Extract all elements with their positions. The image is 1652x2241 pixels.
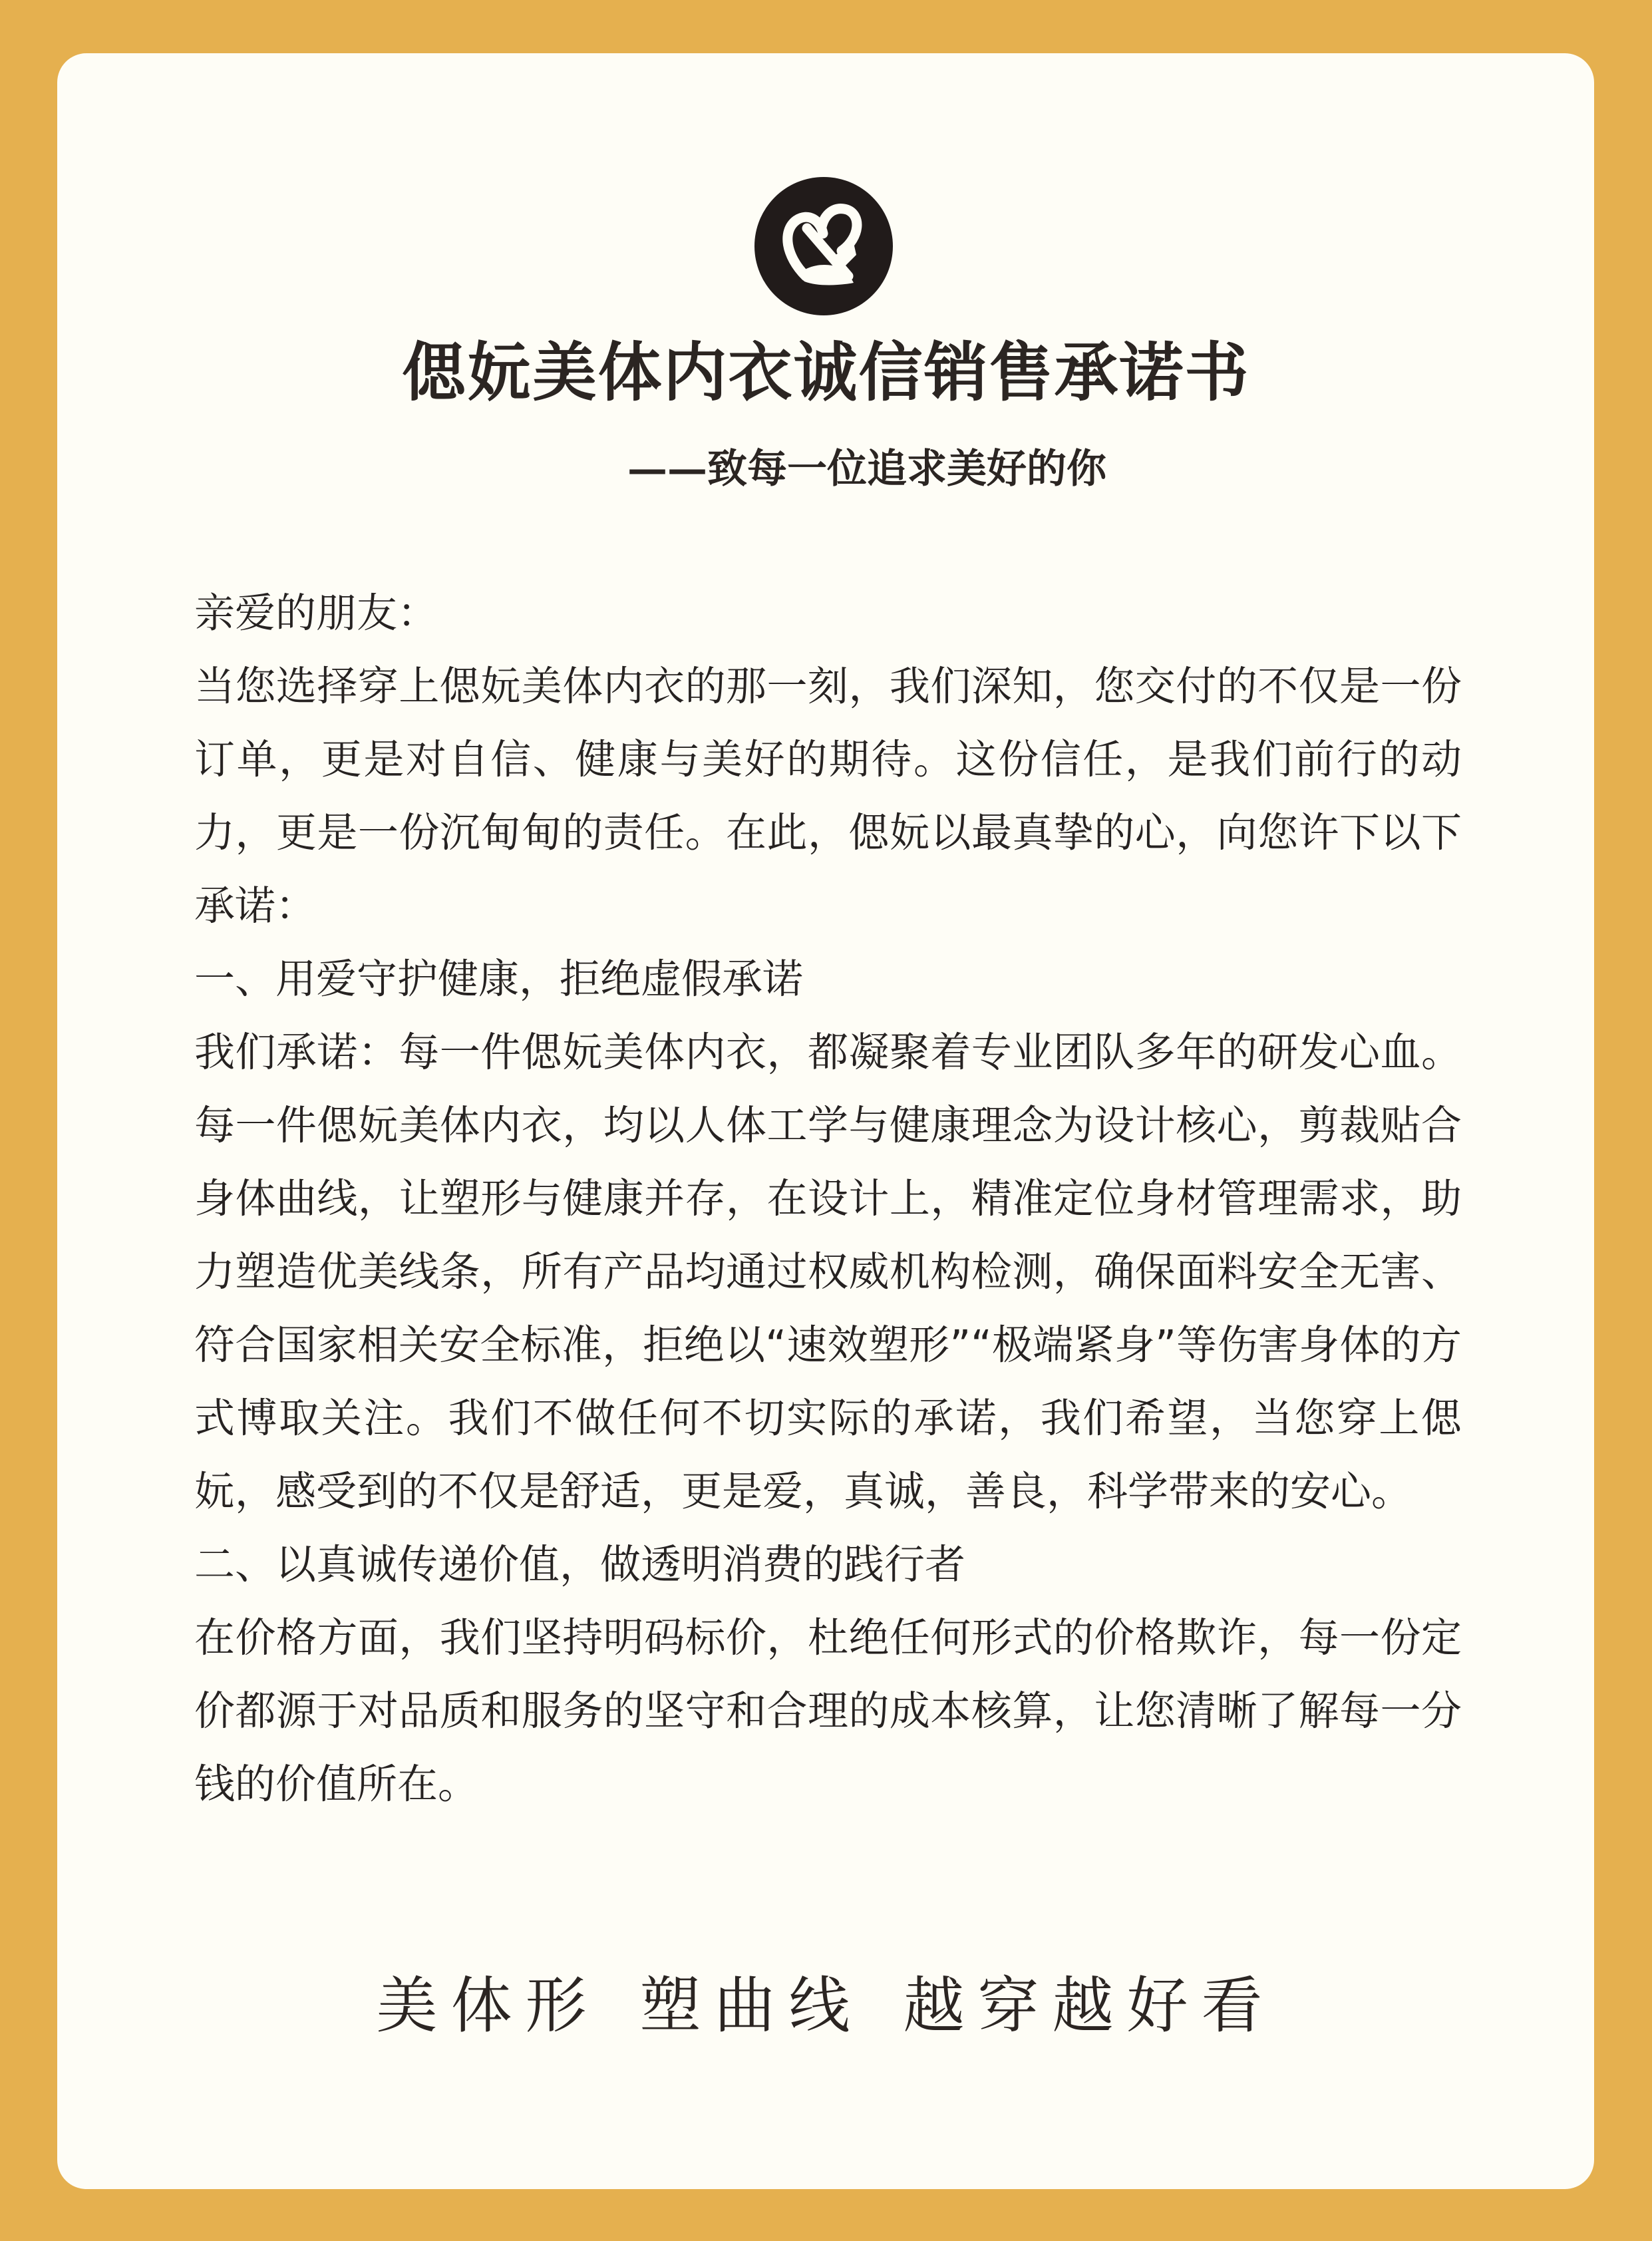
page-subtitle: ——致每一位追求美好的你 xyxy=(627,446,1106,492)
section2-body: 在价格方面，我们坚持明码标价，杜绝任何形式的价格欺诈，每一份定价都源于对品质和服务的坚守和合理的成本核算，让您清晰了解每一分钱的价值所在。 xyxy=(194,1614,1462,1808)
page-title: 偲妧美体内衣诚信销售承诺书 xyxy=(402,335,1250,410)
slogan-part-2: 塑曲线 xyxy=(639,1970,864,2041)
heart-ribbon-logo-icon xyxy=(754,176,894,316)
letter-intro: 当您选择穿上偲妧美体内衣的那一刻，我们深知，您交付的不仅是一份订单，更是对自信、健康与美好的期待。这份信任，是我们前行的动力，更是一份沉甸甸的责任。在此，偲妧以最真挚的心，向您许下以下承诺： xyxy=(194,663,1462,930)
section2-heading: 二、以真诚传递价值，做透明消费的践行者 xyxy=(194,1541,966,1588)
section1-body: 我们承诺：每一件偲妧美体内衣，都凝聚着专业团队多年的研发心血。每一件偲妧美体内衣，均以人体工学与健康理念为设计核心，剪裁贴合身体曲线，让塑形与健康并存，在设计上，精准定位身材管理需求，助力塑造优美线条，所有产品均通过权威机构检测，确保面料安全无害、符合国家相关安全标准，拒绝以“速效塑形”“极端紧身”等伤害身体的方式博取关注。我们不做任何不切实际的承诺，我们希望，当您穿上偲妧，感受到的不仅是舒适，更是爱，真诚，善良，科学带来的安心。 xyxy=(194,1029,1462,1515)
section1-heading: 一、用爱守护健康，拒绝虚假承诺 xyxy=(194,955,804,1003)
slogan-part-1: 美体形 xyxy=(376,1970,600,2041)
letter-greeting: 亲爱的朋友： xyxy=(194,590,438,637)
letter-body xyxy=(194,577,1462,1821)
slogan xyxy=(0,1960,1652,2053)
slogan-part-3: 越穿越好看 xyxy=(903,1970,1276,2041)
